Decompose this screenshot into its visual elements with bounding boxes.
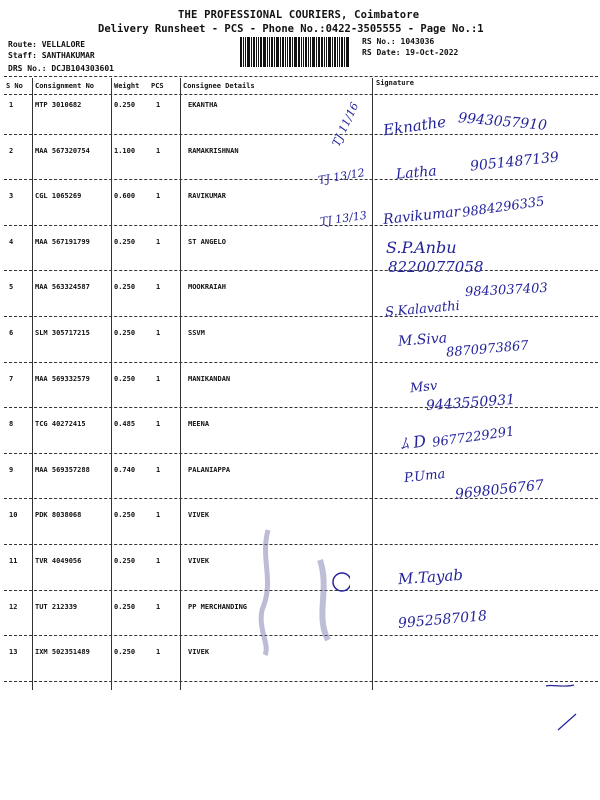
row-weight: 0.250 <box>114 374 136 383</box>
barcode-bar <box>274 37 275 67</box>
barcode-bar <box>332 37 333 67</box>
row-pcs: 1 <box>156 648 161 657</box>
row-sno: 3 <box>9 192 14 201</box>
handnote-1: TJ 11/16 <box>329 100 362 149</box>
header-bottom-rule <box>4 94 598 95</box>
barcode-bar <box>258 37 259 67</box>
barcode-bar <box>287 37 288 67</box>
barcode-bar <box>245 37 246 67</box>
row-consignment-no: IXM 502351489 <box>35 648 90 657</box>
row-consignment-no: TVR 4049056 <box>35 557 82 565</box>
header-top-rule <box>4 76 598 77</box>
row-consignee: VIVEK <box>188 511 210 520</box>
barcode-bar <box>276 37 279 67</box>
signature-1: Eknathe <box>382 112 448 140</box>
phone-3: 9884296335 <box>461 194 546 221</box>
row-consignment-no: MAA 563324587 <box>35 283 90 292</box>
row-pcs: 1 <box>156 602 161 611</box>
row-divider <box>4 362 598 363</box>
barcode <box>240 37 352 67</box>
row-consignee: MANIKANDAN <box>188 374 231 383</box>
row-consignee: RAVIKUMAR <box>188 192 226 201</box>
row-weight: 0.600 <box>114 192 136 201</box>
phone-12: 9952587018 <box>397 608 488 632</box>
row-weight: 0.250 <box>114 648 136 657</box>
barcode-bar <box>326 37 327 67</box>
signature-11: M.Tayab <box>397 565 464 589</box>
row-consignee: PALANIAPPA <box>188 465 231 474</box>
corner-mark <box>540 676 590 736</box>
barcode-bar <box>271 37 273 67</box>
row-sno: 9 <box>9 465 14 474</box>
row-consignment-no: PDK 8038068 <box>35 511 82 520</box>
row-consignee: MOOKRAIAH <box>188 283 226 292</box>
barcode-bar <box>251 37 252 67</box>
row-sno: 11 <box>9 557 18 565</box>
row-pcs: 1 <box>156 192 161 201</box>
row-pcs: 1 <box>156 283 161 292</box>
barcode-bar <box>324 37 325 67</box>
row-sno: 7 <box>9 374 14 383</box>
row-consignment-no: MAA 567320754 <box>35 146 90 155</box>
drs-number: DRS No.: DCJB104303601 <box>8 64 114 73</box>
grid-vline <box>111 78 112 690</box>
signature-7: Msv <box>409 378 439 397</box>
rs-number: RS No.: 1043036 <box>362 37 435 46</box>
row-consignment-no: TCG 40272415 <box>35 420 86 429</box>
col-sno: S No <box>6 82 23 90</box>
handnote-2: TJ 13/12 <box>317 166 366 187</box>
row-sno: 5 <box>9 283 14 292</box>
row-consignee: RAMAKRISHNAN <box>188 146 239 155</box>
barcode-bar <box>263 37 266 67</box>
barcode-bar <box>301 37 302 67</box>
barcode-bar <box>294 37 297 67</box>
barcode-bar <box>289 37 291 67</box>
row-weight: 0.250 <box>114 602 136 611</box>
barcode-bar <box>298 37 300 67</box>
row-sno: 12 <box>9 602 18 611</box>
barcode-bar <box>280 37 281 67</box>
barcode-bar <box>267 37 268 67</box>
col-consignee: Consignee Details <box>183 82 255 90</box>
ink-smudge-stamp <box>250 520 350 660</box>
phone-6: 8870973867 <box>445 338 530 361</box>
barcode-bar <box>243 37 244 67</box>
row-weight: 0.250 <box>114 511 136 520</box>
row-weight: 0.250 <box>114 237 136 246</box>
col-weight: Weight <box>114 82 140 90</box>
handnote-3: TJ 13/13 <box>319 208 368 229</box>
row-weight: 1.100 <box>114 146 136 155</box>
row-divider <box>4 225 598 226</box>
phone-1: 9943057910 <box>457 110 548 134</box>
row-consignment-no: MAA 569357288 <box>35 465 90 474</box>
row-consignment-no: SLM 305717215 <box>35 329 90 337</box>
phone-5: 9843037403 <box>464 280 549 301</box>
row-pcs: 1 <box>156 374 161 383</box>
row-consignment-no: MTP 3010682 <box>35 101 82 109</box>
company-title: THE PROFESSIONAL COURIERS, Coimbatore <box>178 9 420 21</box>
row-sno: 13 <box>9 648 18 657</box>
row-divider <box>4 316 598 317</box>
barcode-bar <box>247 37 250 67</box>
barcode-bar <box>337 37 338 67</box>
col-consignment: Consignment No <box>35 82 95 90</box>
route-label: Route: VELLALORE <box>8 40 86 49</box>
signature-6: M.Siva <box>397 330 448 350</box>
row-weight: 0.740 <box>114 465 136 474</box>
row-weight: 0.485 <box>114 420 136 429</box>
row-divider <box>4 270 598 271</box>
barcode-bar <box>256 37 257 67</box>
row-consignee: VIVEK <box>188 648 210 657</box>
signature-3: Ravikumar <box>382 203 462 229</box>
row-weight: 0.250 <box>114 557 136 565</box>
barcode-bar <box>344 37 345 67</box>
barcode-bar <box>321 37 323 67</box>
row-sno: 4 <box>9 237 14 246</box>
barcode-bar <box>308 37 309 67</box>
barcode-bar <box>334 37 336 67</box>
signature-8-mark: ﾑ D <box>398 431 428 454</box>
barcode-bar <box>328 37 331 67</box>
row-consignee: SSVM <box>188 329 205 337</box>
rs-date: RS Date: 19-Oct-2022 <box>362 48 459 57</box>
row-divider <box>4 498 598 499</box>
row-pcs: 1 <box>156 465 161 474</box>
row-sno: 2 <box>9 146 14 155</box>
staff-label: Staff: SANTHAKUMAR <box>8 51 95 60</box>
row-pcs: 1 <box>156 511 161 520</box>
row-weight: 0.250 <box>114 283 136 292</box>
row-consignee: MEENA <box>188 420 210 429</box>
barcode-bar <box>312 37 315 67</box>
barcode-bar <box>260 37 262 67</box>
runsheet-subtitle: Delivery Runsheet - PCS - Phone No.:0422-3505555 - Page No.:1 <box>98 23 484 35</box>
row-consignee: PP MERCHANDING <box>188 602 248 611</box>
col-signature: Signature <box>376 79 414 87</box>
barcode-bar <box>341 37 343 67</box>
row-sno: 8 <box>9 420 14 429</box>
row-consignment-no: MAA 567191799 <box>35 237 90 246</box>
row-divider <box>4 453 598 454</box>
row-pcs: 1 <box>156 101 161 109</box>
signature-9: P.Uma <box>403 466 446 487</box>
phone-4: 8220077058 <box>388 258 484 276</box>
row-sno: 10 <box>9 511 18 520</box>
barcode-bar <box>285 37 286 67</box>
barcode-bar <box>318 37 320 67</box>
barcode-bar <box>346 37 349 67</box>
phone-7: 9443550931 <box>425 391 516 415</box>
row-consignment-no: TUT 212339 <box>35 602 78 611</box>
barcode-bar <box>339 37 340 67</box>
row-divider <box>4 134 598 135</box>
grid-vline <box>372 78 373 690</box>
row-divider <box>4 179 598 180</box>
row-pcs: 1 <box>156 557 161 565</box>
barcode-bar <box>316 37 317 67</box>
row-pcs: 1 <box>156 420 161 429</box>
row-consignment-no: CGL 1065269 <box>35 192 82 201</box>
barcode-bar <box>282 37 284 67</box>
grid-vline <box>180 78 181 690</box>
row-consignee: ST ANGELO <box>188 237 226 246</box>
signature-4: S.P.Anbu <box>386 238 457 257</box>
signature-5: S.Kalavathi <box>384 298 461 321</box>
barcode-bar <box>240 37 242 67</box>
phone-9: 9698056767 <box>454 477 545 503</box>
row-pcs: 1 <box>156 237 161 246</box>
barcode-bar <box>269 37 270 67</box>
barcode-bar <box>305 37 307 67</box>
phone-2: 9051487139 <box>469 149 560 175</box>
row-consignment-no: MAA 569332579 <box>35 374 90 383</box>
row-divider <box>4 681 598 682</box>
grid-vline <box>32 78 33 690</box>
barcode-bar <box>310 37 311 67</box>
row-pcs: 1 <box>156 329 161 337</box>
phone-8: 9677229291 <box>431 424 516 451</box>
row-pcs: 1 <box>156 146 161 155</box>
row-sno: 6 <box>9 329 14 337</box>
row-consignee: EKANTHA <box>188 101 218 109</box>
row-weight: 0.250 <box>114 101 136 109</box>
barcode-bar <box>303 37 304 67</box>
barcode-bar <box>253 37 255 67</box>
barcode-bar <box>292 37 293 67</box>
row-consignee: VIVEK <box>188 557 210 565</box>
col-pcs: PCS <box>151 82 164 90</box>
row-weight: 0.250 <box>114 329 136 337</box>
row-sno: 1 <box>9 101 14 109</box>
signature-2: Latha <box>395 163 438 183</box>
